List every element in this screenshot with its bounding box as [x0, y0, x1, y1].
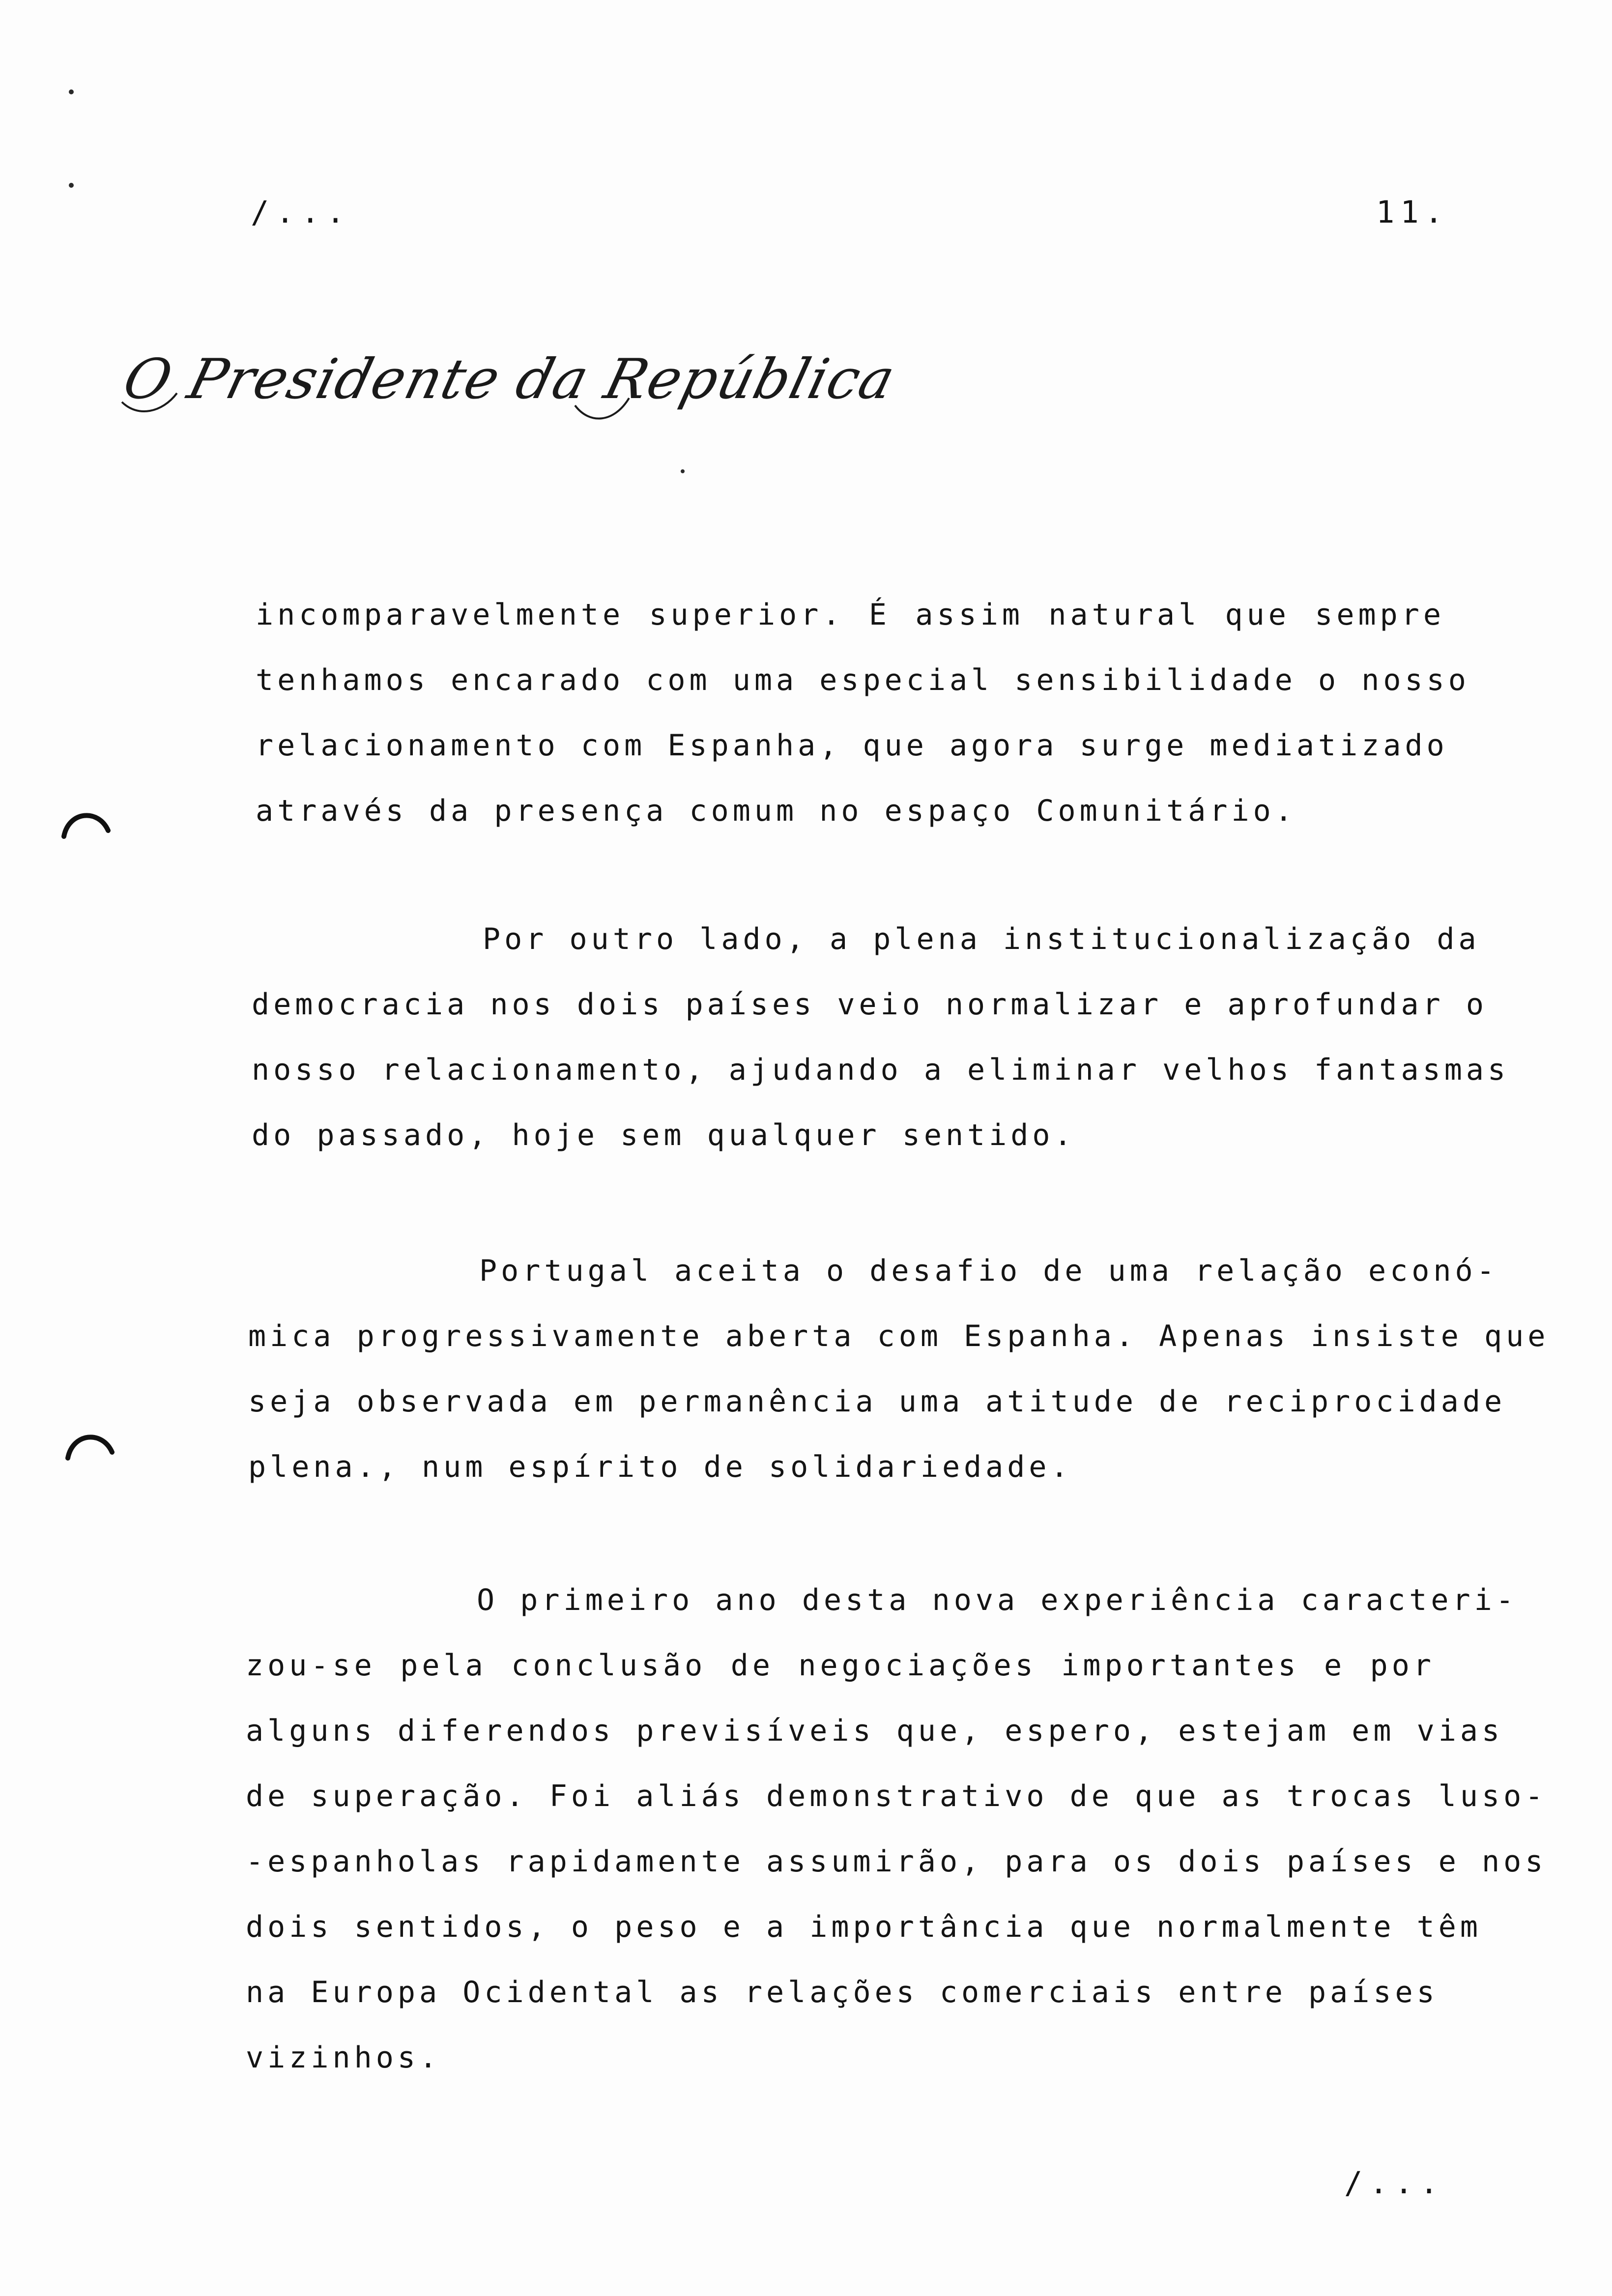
margin-dot: [69, 183, 74, 188]
text-line: mica progressivamente aberta com Espanha. Apenas insiste que: [248, 1319, 1550, 1353]
paragraph-4: [246, 1568, 1547, 2091]
letterhead-logo: [117, 339, 902, 428]
svg-text:O Presidente da República: O Presidente da República: [117, 346, 902, 411]
text-line: alguns diferendos previsíveis que, espero, estejam em vias: [246, 1714, 1504, 1748]
footer-continuation-mark: /...: [1344, 2165, 1445, 2201]
text-line: Por outro lado, a plena institucionalização da: [483, 922, 1480, 956]
header-continuation-mark: /...: [251, 194, 352, 230]
margin-dot: [69, 89, 74, 94]
text-line: plena., num espírito de solidariedade.: [248, 1450, 1072, 1484]
text-line: dois sentidos, o peso e a importância que normalmente têm: [246, 1910, 1482, 1944]
punch-hole-mark: [63, 1428, 117, 1462]
punch-hole-mark: [59, 806, 113, 840]
text-line: na Europa Ocidental as relações comerciais entre países: [246, 1975, 1439, 2009]
text-line: de superação. Foi aliás demonstrativo de que as trocas luso-: [246, 1779, 1547, 1813]
text-line: tenhamos encarado com uma especial sensibilidade o nosso: [256, 663, 1470, 697]
text-line: vizinhos.: [246, 2040, 441, 2075]
text-line: seja observada em permanência uma atitude de reciprocidade: [248, 1384, 1506, 1419]
text-line: democracia nos dois países veio normalizar e aprofundar o: [252, 987, 1488, 1022]
text-line: O primeiro ano desta nova experiência caracteri-: [477, 1583, 1518, 1617]
page-number: 11.: [1376, 194, 1449, 230]
text-line: -espanholas rapidamente assumirão, para os dois países e nos: [246, 1844, 1547, 1879]
text-line: do passado, hoje sem qualquer sentido.: [252, 1118, 1076, 1152]
text-line: relacionamento com Espanha, que agora surge mediatizado: [256, 728, 1448, 763]
paragraph-1: [256, 582, 1470, 844]
text-line: incomparavelmente superior. É assim natural que sempre: [256, 598, 1445, 632]
text-line: Portugal aceita o desafio de uma relação econó-: [479, 1254, 1498, 1288]
paragraph-2: [252, 907, 1510, 1168]
text-line: através da presença comum no espaço Comunitário.: [256, 794, 1296, 828]
margin-dot: [681, 469, 685, 473]
text-line: nosso relacionamento, ajudando a eliminar velhos fantasmas: [252, 1053, 1510, 1087]
text-line: zou-se pela conclusão de negociações importantes e por: [246, 1648, 1435, 1683]
paragraph-3: [248, 1238, 1550, 1500]
